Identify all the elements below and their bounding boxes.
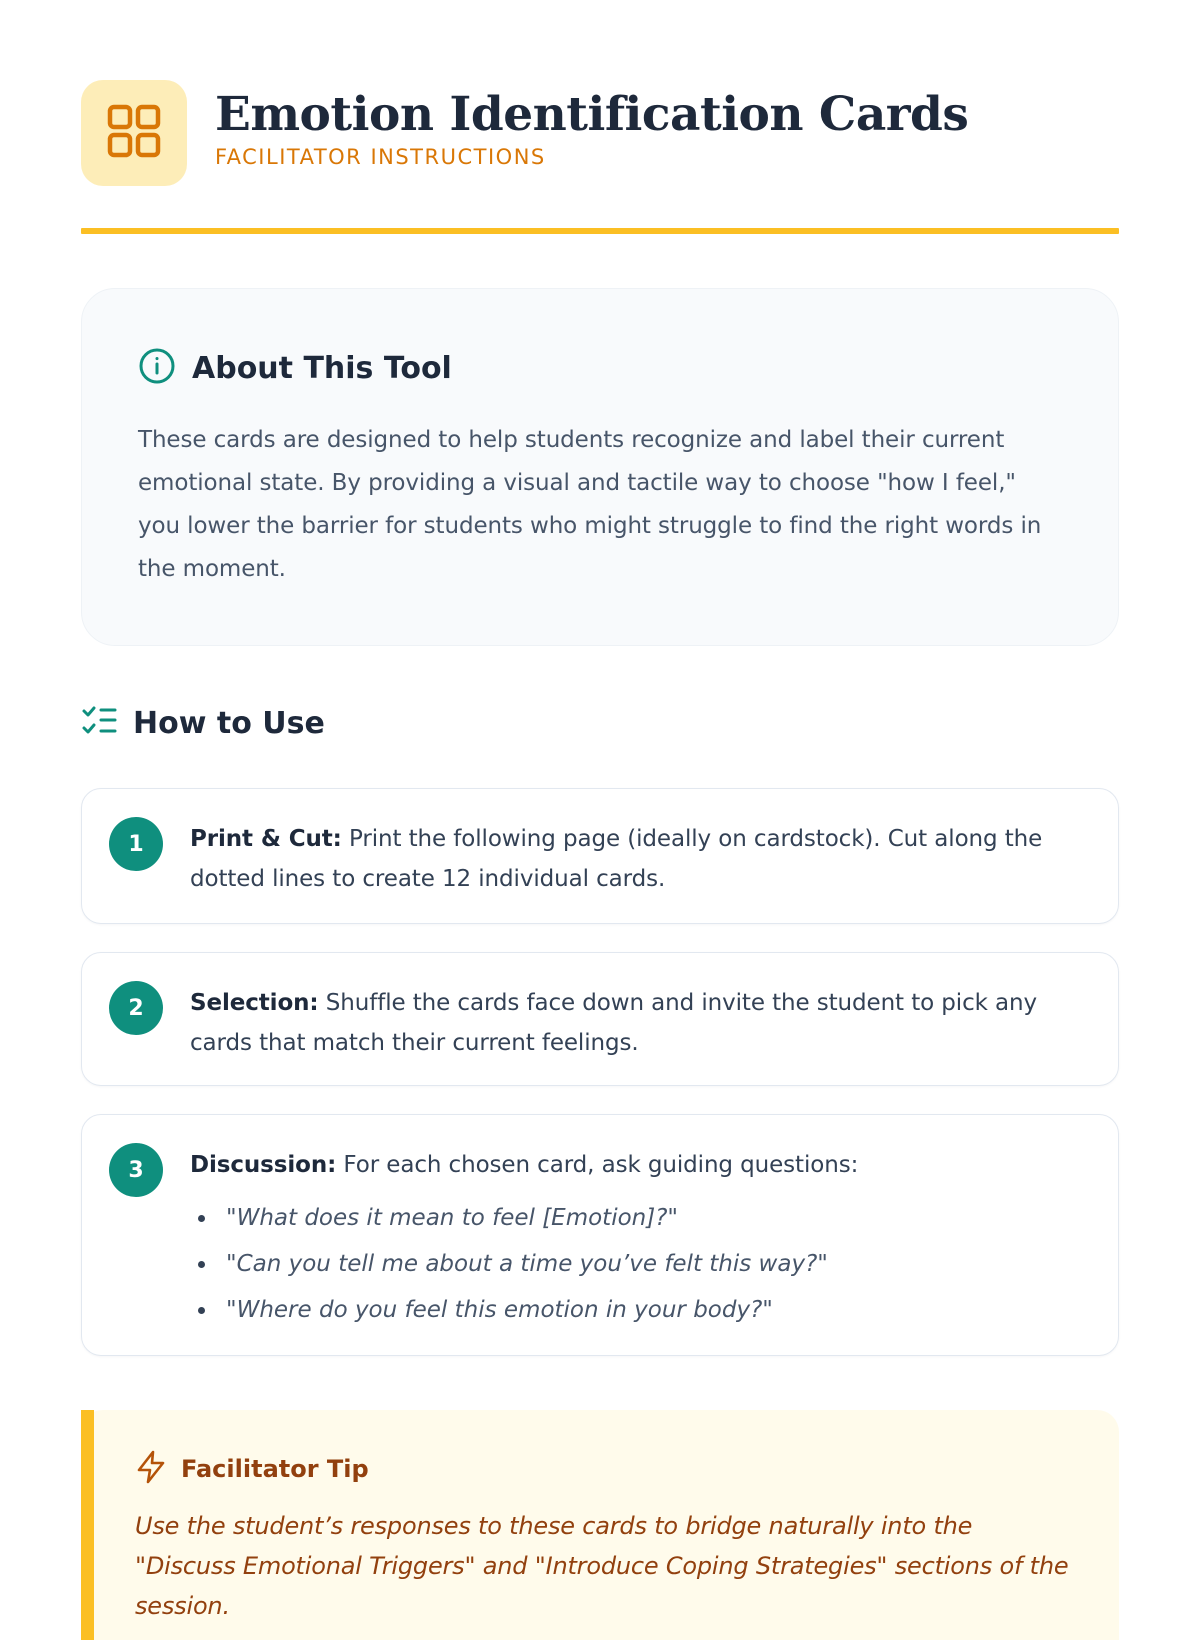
step-label: Selection: [190,990,319,1016]
about-card [81,288,1119,646]
lightning-icon [135,1450,167,1488]
about-body: These cards are designed to help students recognize and label their current emotional state. By providing a visual and tactile way to choose "how I feel," you lower the barrier for students who might struggle to find the right words in the moment. [138,427,1042,582]
list-item: "Can you tell me about a time you’ve felt this way?" [190,1241,1078,1287]
step-card-2 [81,952,1119,1086]
tip-title: Facilitator Tip [181,1455,369,1483]
step-text [190,1145,1078,1185]
step-number-badge: 1 [109,817,163,871]
logo-badge [81,80,187,186]
how-to-title: How to Use [133,705,325,741]
checklist-icon [81,704,119,742]
step-description: Print the following page (ideally on cardstock). Cut along the dotted lines to create 12 individual cards. [190,826,1043,892]
step-description: Shuffle the cards face down and invite the student to pick any cards that match their current feelings. [190,990,1038,1056]
step-label: Discussion: [190,1152,337,1178]
grid-icon [106,103,162,163]
list-item: "Where do you feel this emotion in your body?" [190,1287,1078,1333]
header-divider [81,228,1119,234]
page-subtitle: FACILITATOR INSTRUCTIONS [215,144,546,169]
step-description: For each chosen card, ask guiding questions: [336,1152,859,1178]
about-title: About This Tool [192,350,452,386]
info-icon [138,347,176,389]
facilitator-tip-callout [81,1410,1119,1640]
step-number-badge: 2 [109,981,163,1035]
page-title: Emotion Identification Cards [215,87,969,143]
step-text [190,983,1078,1063]
step-number-badge: 3 [109,1143,163,1197]
guiding-questions-list [190,1195,1078,1333]
step-card-3 [81,1114,1119,1356]
header [81,80,1119,186]
step-card-1 [81,788,1119,924]
how-to-heading [81,704,1119,742]
list-item: "What does it mean to feel [Emotion]?" [190,1195,1078,1241]
tip-body: Use the student’s responses to these cards to bridge naturally into the "Discuss Emotional Triggers" and "Introduce Coping Strategies" sections of the session. [135,1512,1069,1620]
step-label: Print & Cut: [190,826,342,852]
step-text [190,819,1078,899]
